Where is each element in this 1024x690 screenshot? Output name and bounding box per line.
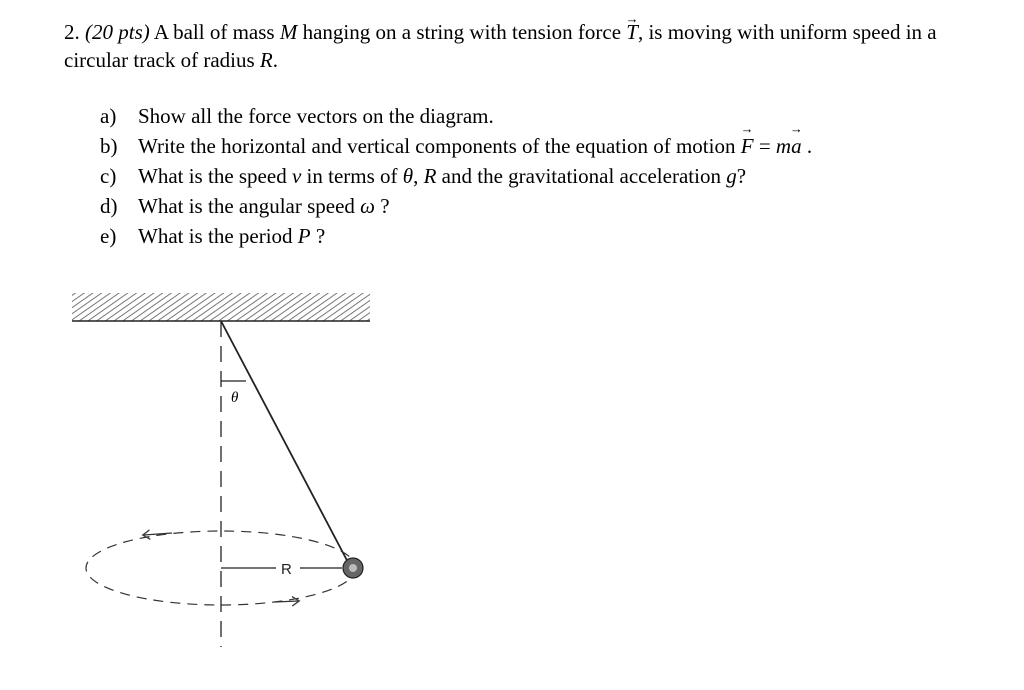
part-e <box>100 224 1000 254</box>
part-letter: a) <box>100 104 117 128</box>
period-symbol: P <box>297 224 311 248</box>
question-mark: ? <box>380 194 390 218</box>
part-text: Show all the force vectors on the diagram. <box>138 104 494 128</box>
part-letter: d) <box>100 194 118 218</box>
comma: , <box>413 164 419 188</box>
intro-text-b: hanging on a string with tension force <box>302 20 622 44</box>
problem-points: (20 pts) <box>85 20 150 44</box>
tension-vector-symbol: → T <box>626 18 638 46</box>
ceiling-hatching <box>72 293 370 321</box>
period-mark: . <box>801 134 813 158</box>
intro-end: . <box>272 48 278 72</box>
part-c-text-b: in terms of <box>306 164 398 188</box>
part-a <box>100 104 1000 134</box>
radius-label: R <box>281 561 292 578</box>
part-letter: c) <box>100 164 117 188</box>
part-d-text: What is the angular speed <box>138 194 355 218</box>
speed-symbol: v <box>291 164 302 188</box>
string <box>221 321 351 568</box>
conical-pendulum-diagram <box>60 285 380 655</box>
part-c-text-c: and the gravitational acceleration <box>441 164 721 188</box>
mass-m-symbol: m <box>775 134 792 158</box>
question-mark: ? <box>315 224 326 248</box>
gravity-symbol: g <box>726 164 737 188</box>
part-letter: b) <box>100 134 118 158</box>
part-c <box>100 164 1000 194</box>
radius-symbol: R <box>259 48 273 72</box>
force-vector-symbol: → F <box>741 134 754 159</box>
part-b <box>100 134 1000 164</box>
part-text <box>138 164 746 189</box>
question-parts <box>100 104 1000 254</box>
part-letter: e) <box>100 224 117 248</box>
part-text <box>138 224 325 249</box>
ball-highlight <box>349 564 357 572</box>
part-text <box>138 134 812 159</box>
omega-symbol: ω <box>360 194 375 218</box>
part-b-text: Write the horizontal and vertical components of the equation of motion <box>138 134 736 158</box>
intro-text-c: , is moving with uniform speed in a circular track of radius <box>64 20 937 72</box>
part-d <box>100 194 1000 224</box>
problem-number: 2. <box>64 20 80 44</box>
problem-statement <box>64 18 994 74</box>
question-mark: ? <box>736 164 747 188</box>
radius-symbol: R <box>423 164 437 188</box>
part-c-text-a: What is the speed <box>138 164 287 188</box>
part-text <box>138 194 390 219</box>
mass-symbol: M <box>279 20 298 44</box>
part-e-text: What is the period <box>138 224 293 248</box>
acceleration-vector-symbol: → a <box>791 134 802 159</box>
equals-sign: = <box>753 134 776 158</box>
theta-label: θ <box>231 390 239 406</box>
intro-text-a: A ball of mass <box>153 20 275 44</box>
theta-symbol: θ <box>402 164 414 188</box>
